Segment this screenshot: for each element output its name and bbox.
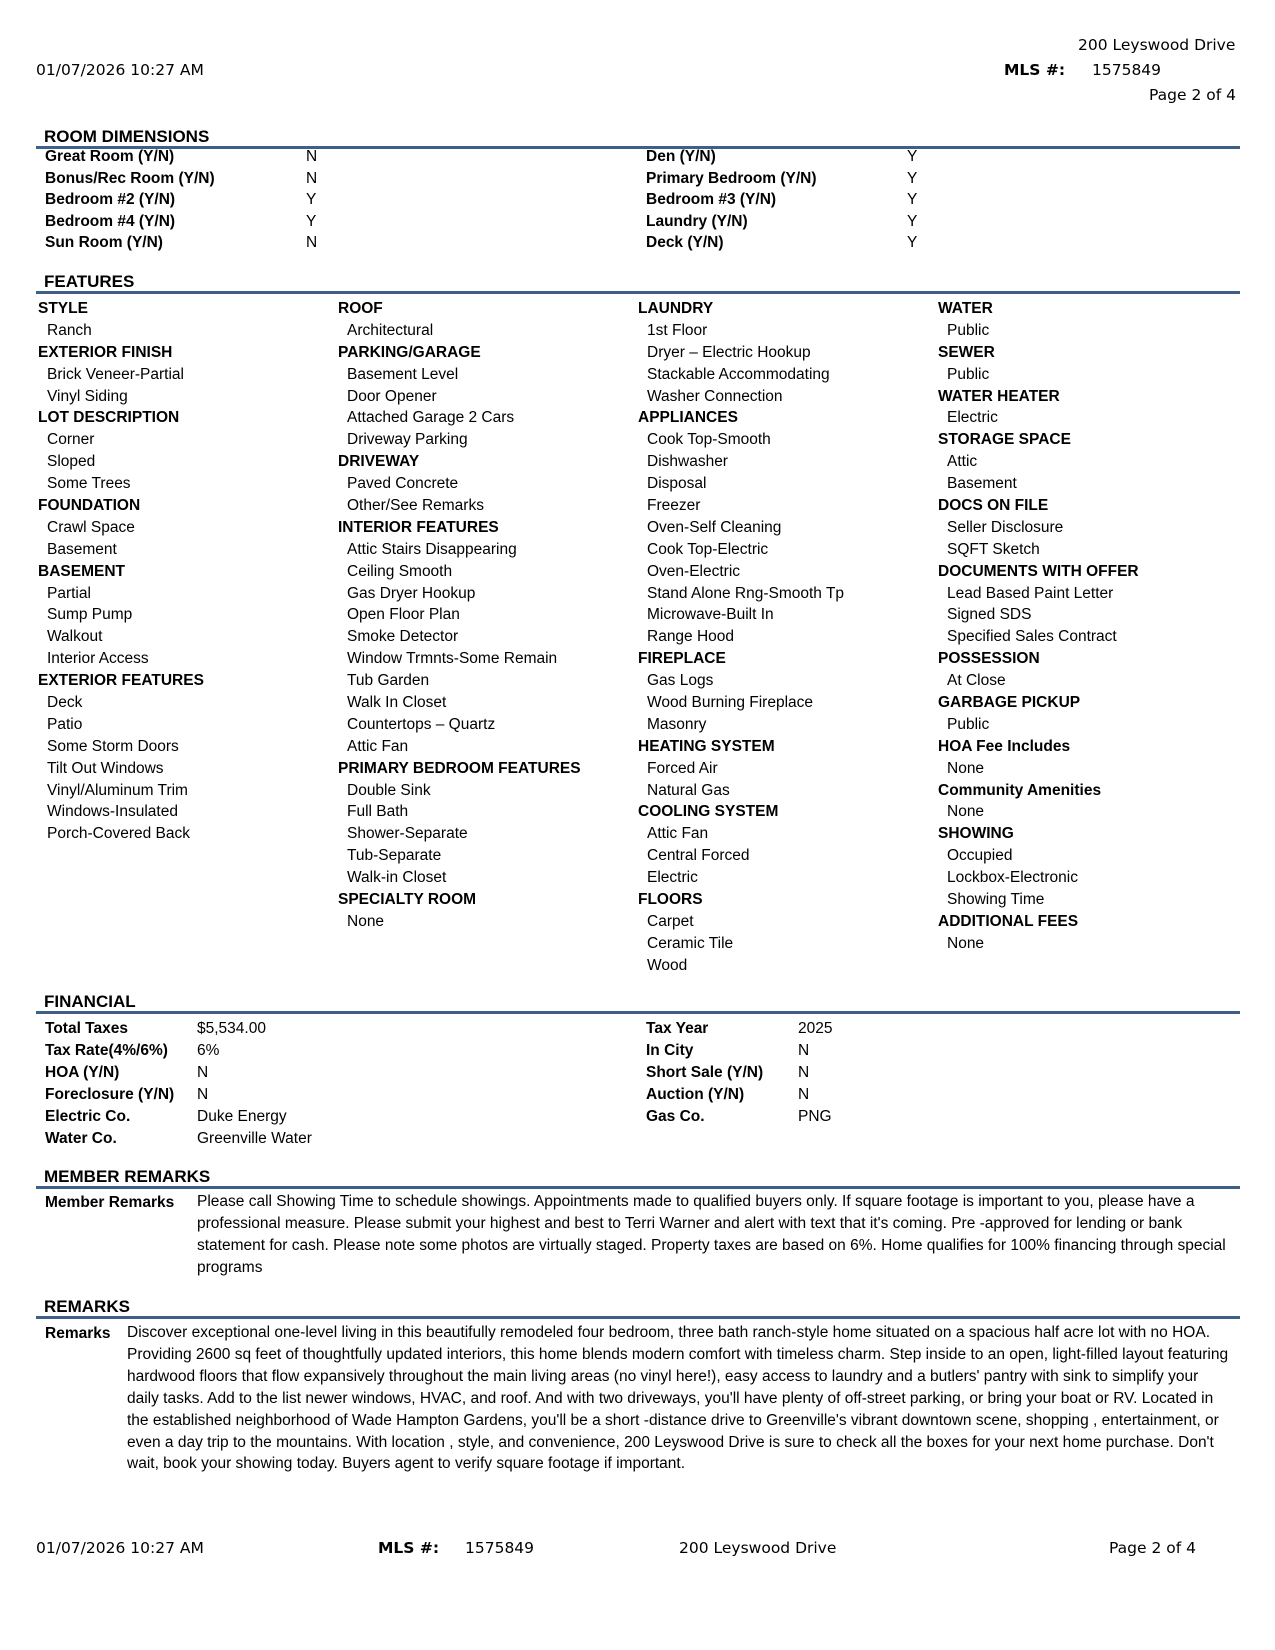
feature-item: Gas Logs: [647, 672, 714, 690]
room-dimensions-rule: [36, 146, 1240, 149]
feature-item: Electric: [947, 409, 998, 427]
field-value: Duke Energy: [197, 1107, 287, 1125]
feature-heading: EXTERIOR FINISH: [38, 343, 173, 361]
member-remarks-text: Please call Showing Time to schedule showings. Appointments made to qualified buyers only. If square footage is important to you, please have a professional measure. Please submit your highest and best to Terri Warner and alert with text that it's coming. Pre -approved for lending or bank statement for cash. Please note some photos are virtually staged. Property taxes are based on 6%. Home qualifies for 100% financing through special programs: [197, 1193, 1226, 1276]
feature-item: Seller Disclosure: [947, 518, 1064, 536]
feature-item: Porch-Covered Back: [47, 825, 191, 843]
feature-item: Smoke Detector: [347, 628, 459, 646]
field-value: N: [798, 1085, 810, 1103]
feature-item: Public: [947, 321, 990, 339]
feature-heading: HOA Fee Includes: [938, 737, 1071, 755]
field-label: Auction (Y/N): [646, 1085, 745, 1103]
feature-item: Stand Alone Rng-Smooth Tp: [647, 584, 845, 602]
feature-item: Ceramic Tile: [647, 934, 734, 952]
feature-item: Cook Top-Smooth: [647, 431, 771, 449]
feature-item: Ceiling Smooth: [347, 562, 453, 580]
feature-heading: SPECIALTY ROOM: [338, 891, 477, 909]
footer-address: 200 Leyswood Drive: [679, 1539, 837, 1557]
financial-rule: [36, 1011, 1240, 1014]
feature-item: Attic Fan: [647, 825, 709, 843]
feature-item: Microwave-Built In: [647, 606, 774, 624]
feature-item: Door Opener: [347, 387, 437, 405]
field-label: Foreclosure (Y/N): [45, 1085, 175, 1103]
financial-title: FINANCIAL: [44, 992, 136, 1011]
feature-heading: STYLE: [38, 300, 88, 317]
field-value: $5,534.00: [197, 1020, 266, 1037]
feature-item: Countertops – Quartz: [347, 715, 496, 733]
feature-item: Signed SDS: [947, 606, 1032, 624]
feature-item: Attic: [947, 453, 978, 471]
field-value: N: [798, 1041, 810, 1059]
field-label: HOA (Y/N): [45, 1063, 120, 1081]
header-address: 200 Leyswood Drive: [1078, 36, 1236, 54]
field-label: Tax Year: [646, 1020, 709, 1037]
feature-item: Wood: [647, 956, 688, 974]
features-column-1: [38, 298, 328, 845]
field-label: Primary Bedroom (Y/N): [646, 169, 817, 187]
feature-item: Basement Level: [347, 365, 459, 383]
feature-item: Lockbox-Electronic: [947, 869, 1078, 887]
feature-item: 1st Floor: [647, 321, 708, 339]
feature-item: Natural Gas: [647, 781, 730, 799]
field-label: Bedroom #3 (Y/N): [646, 191, 777, 209]
footer-datetime: 01/07/2026 10:27 AM: [36, 1539, 204, 1557]
field-label: Laundry (Y/N): [646, 212, 748, 230]
field-label: Electric Co.: [45, 1107, 131, 1125]
field-label: Bedroom #2 (Y/N): [45, 191, 176, 209]
feature-item: Vinyl/Aluminum Trim: [47, 781, 188, 799]
field-label: Total Taxes: [45, 1020, 128, 1037]
member-remarks-rule: [36, 1186, 1240, 1189]
feature-heading: GARBAGE PICKUP: [938, 694, 1081, 712]
feature-item: Attached Garage 2 Cars: [347, 409, 515, 427]
field-label: Short Sale (Y/N): [646, 1063, 764, 1081]
feature-item: Paved Concrete: [347, 475, 459, 493]
feature-item: Attic Fan: [347, 737, 409, 755]
feature-item: Showing Time: [947, 891, 1045, 909]
feature-item: Wood Burning Fireplace: [647, 694, 813, 712]
feature-heading: FIREPLACE: [638, 650, 726, 668]
feature-item: Vinyl Siding: [47, 387, 128, 405]
feature-item: Walk In Closet: [347, 694, 447, 712]
feature-item: Driveway Parking: [347, 431, 468, 449]
feature-item: Interior Access: [47, 650, 149, 668]
feature-item: Electric: [647, 869, 698, 887]
feature-item: Public: [947, 715, 990, 733]
feature-item: Forced Air: [647, 759, 718, 777]
feature-item: Sloped: [47, 453, 96, 471]
feature-item: Tub Garden: [347, 672, 430, 690]
member-remarks-label: Member Remarks: [45, 1194, 175, 1211]
field-value: Greenville Water: [197, 1129, 312, 1147]
feature-item: Stackable Accommodating: [647, 365, 830, 383]
feature-item: SQFT Sketch: [947, 540, 1040, 558]
footer-page: Page 2 of 4: [1109, 1539, 1196, 1557]
feature-item: Specified Sales Contract: [947, 628, 1117, 646]
feature-item: Basement: [947, 475, 1017, 493]
feature-heading: WATER: [938, 300, 993, 317]
field-value: PNG: [798, 1107, 832, 1125]
feature-item: Corner: [47, 431, 95, 449]
feature-item: At Close: [947, 672, 1006, 690]
feature-item: Freezer: [647, 497, 701, 515]
feature-item: Attic Stairs Disappearing: [347, 540, 517, 558]
field-value: N: [306, 234, 318, 252]
feature-item: Other/See Remarks: [347, 497, 484, 515]
feature-item: Deck: [47, 694, 83, 712]
feature-heading: INTERIOR FEATURES: [338, 518, 499, 536]
feature-item: Oven-Self Cleaning: [647, 518, 782, 536]
remarks-text: Discover exceptional one-level living in this beautifully remodeled four bedroom, three bath ranch-style home situated on a spacious half acre lot with no HOA. Providing 2600 sq feet of thoughtfully updated interiors, this home blends modern comfort with timeless charm. Step inside to an open, light-filled layout featuring hardwood floors that flow expansively throughout the main living areas (no vinyl here!), easy access to laundry and a butlers' pantry with sink to simplify your daily tasks. Add to the list newer windows, HVAC, and roof. And with two driveways, you'll have plenty of off-street parking, or bring your boat or RV. Located in the established neighborhood of Wade Hampton Gardens, you'll be a short -distance drive to Greenville's vibrant downtown scene, shopping , entertainment, or even a day trip to the mountains. With location , style, and convenience, 200 Leyswood Drive is sure to check all the boxes for your next home purchase. Don't wait, book your showing today. Buyers agent to verify square footage if important.: [127, 1324, 1229, 1473]
feature-item: Cook Top-Electric: [647, 540, 769, 558]
field-value: Y: [907, 191, 918, 209]
feature-heading: Community Amenities: [938, 781, 1102, 799]
field-value: N: [197, 1063, 209, 1081]
feature-item: None: [947, 934, 985, 952]
feature-heading: EXTERIOR FEATURES: [38, 672, 204, 690]
feature-item: None: [947, 759, 985, 777]
feature-item: Double Sink: [347, 781, 431, 799]
feature-heading: SHOWING: [938, 825, 1014, 843]
field-value: 6%: [197, 1041, 220, 1059]
feature-item: Carpet: [647, 912, 694, 930]
feature-item: Walk-in Closet: [347, 869, 447, 887]
feature-item: Some Storm Doors: [47, 737, 179, 755]
feature-item: Window Trmnts-Some Remain: [347, 650, 558, 668]
feature-heading: LAUNDRY: [638, 300, 714, 317]
room-dimensions-title: ROOM DIMENSIONS: [44, 127, 210, 146]
feature-heading: DRIVEWAY: [338, 453, 420, 471]
feature-heading: STORAGE SPACE: [938, 431, 1071, 449]
field-label: Water Co.: [45, 1129, 117, 1147]
feature-heading: SEWER: [938, 343, 995, 361]
field-label: Sun Room (Y/N): [45, 234, 163, 252]
feature-item: Ranch: [47, 321, 92, 339]
feature-item: Dryer – Electric Hookup: [647, 343, 811, 361]
field-label: Deck (Y/N): [646, 234, 724, 252]
header-page: Page 2 of 4: [1149, 86, 1236, 104]
feature-heading: ADDITIONAL FEES: [938, 912, 1079, 930]
feature-heading: PARKING/GARAGE: [338, 343, 481, 361]
header-mls-number: 1575849: [1092, 61, 1162, 79]
feature-heading: HEATING SYSTEM: [638, 737, 775, 755]
feature-heading: COOLING SYSTEM: [638, 803, 779, 821]
field-label: Bonus/Rec Room (Y/N): [45, 169, 215, 187]
remarks-title: REMARKS: [44, 1297, 130, 1316]
feature-item: Basement: [47, 540, 117, 558]
header-datetime: 01/07/2026 10:27 AM: [36, 61, 204, 79]
feature-heading: ROOF: [338, 300, 383, 317]
features-column-2: [338, 298, 628, 933]
feature-item: Patio: [47, 715, 83, 733]
field-label: In City: [646, 1041, 694, 1059]
feature-heading: DOCUMENTS WITH OFFER: [938, 562, 1139, 580]
feature-item: Occupied: [947, 847, 1013, 865]
feature-item: Some Trees: [47, 475, 131, 493]
feature-item: Lead Based Paint Letter: [947, 584, 1114, 602]
feature-item: Architectural: [347, 321, 434, 339]
feature-item: Brick Veneer-Partial: [47, 365, 184, 383]
feature-heading: LOT DESCRIPTION: [38, 409, 180, 427]
feature-item: Disposal: [647, 475, 707, 493]
field-value: Y: [306, 212, 317, 230]
footer-mls-label: MLS #:: [378, 1539, 440, 1557]
field-value: N: [798, 1063, 810, 1081]
field-value: Y: [907, 234, 918, 252]
member-remarks-title: MEMBER REMARKS: [44, 1167, 211, 1186]
features-column-3: [638, 298, 928, 977]
feature-item: None: [947, 803, 985, 821]
feature-item: Walkout: [47, 628, 103, 646]
field-label: Great Room (Y/N): [45, 148, 175, 165]
feature-item: Tub-Separate: [347, 847, 442, 865]
feature-heading: DOCS ON FILE: [938, 497, 1049, 515]
feature-heading: FOUNDATION: [38, 497, 141, 515]
remarks-rule: [36, 1316, 1240, 1319]
feature-item: Gas Dryer Hookup: [347, 584, 476, 602]
feature-item: Dishwasher: [647, 453, 728, 471]
field-value: N: [306, 169, 318, 187]
feature-item: Masonry: [647, 715, 707, 733]
feature-heading: BASEMENT: [38, 562, 125, 580]
feature-item: Crawl Space: [47, 518, 135, 536]
feature-item: Tilt Out Windows: [47, 759, 164, 777]
feature-heading: APPLIANCES: [638, 409, 738, 427]
remarks-label: Remarks: [45, 1325, 111, 1342]
field-label: Bedroom #4 (Y/N): [45, 212, 176, 230]
feature-item: Central Forced: [647, 847, 750, 865]
field-value: Y: [907, 148, 918, 165]
feature-item: Open Floor Plan: [347, 606, 460, 624]
feature-item: Full Bath: [347, 803, 409, 821]
field-value: N: [197, 1085, 209, 1103]
feature-item: Public: [947, 365, 990, 383]
feature-heading: WATER HEATER: [938, 387, 1060, 405]
feature-item: Range Hood: [647, 628, 735, 646]
feature-item: Washer Connection: [647, 387, 783, 405]
feature-item: Windows-Insulated: [47, 803, 178, 821]
field-value: Y: [907, 212, 918, 230]
field-label: Den (Y/N): [646, 148, 716, 165]
feature-item: Shower-Separate: [347, 825, 468, 843]
field-label: Gas Co.: [646, 1107, 705, 1125]
feature-heading: POSSESSION: [938, 650, 1040, 668]
header-mls-label: MLS #:: [1004, 61, 1066, 79]
field-value: Y: [306, 191, 317, 209]
features-column-4: [938, 298, 1228, 955]
features-title: FEATURES: [44, 272, 135, 291]
feature-heading: FLOORS: [638, 891, 703, 909]
footer-mls-number: 1575849: [465, 1539, 535, 1557]
field-value: Y: [907, 169, 918, 187]
field-value: N: [306, 148, 318, 165]
field-value: 2025: [798, 1020, 833, 1037]
field-label: Tax Rate(4%/6%): [45, 1041, 168, 1059]
feature-item: Oven-Electric: [647, 562, 741, 580]
feature-item: Partial: [47, 584, 91, 602]
features-rule: [36, 291, 1240, 294]
feature-item: Sump Pump: [47, 606, 133, 624]
feature-heading: PRIMARY BEDROOM FEATURES: [338, 759, 581, 777]
feature-item: None: [347, 912, 385, 930]
